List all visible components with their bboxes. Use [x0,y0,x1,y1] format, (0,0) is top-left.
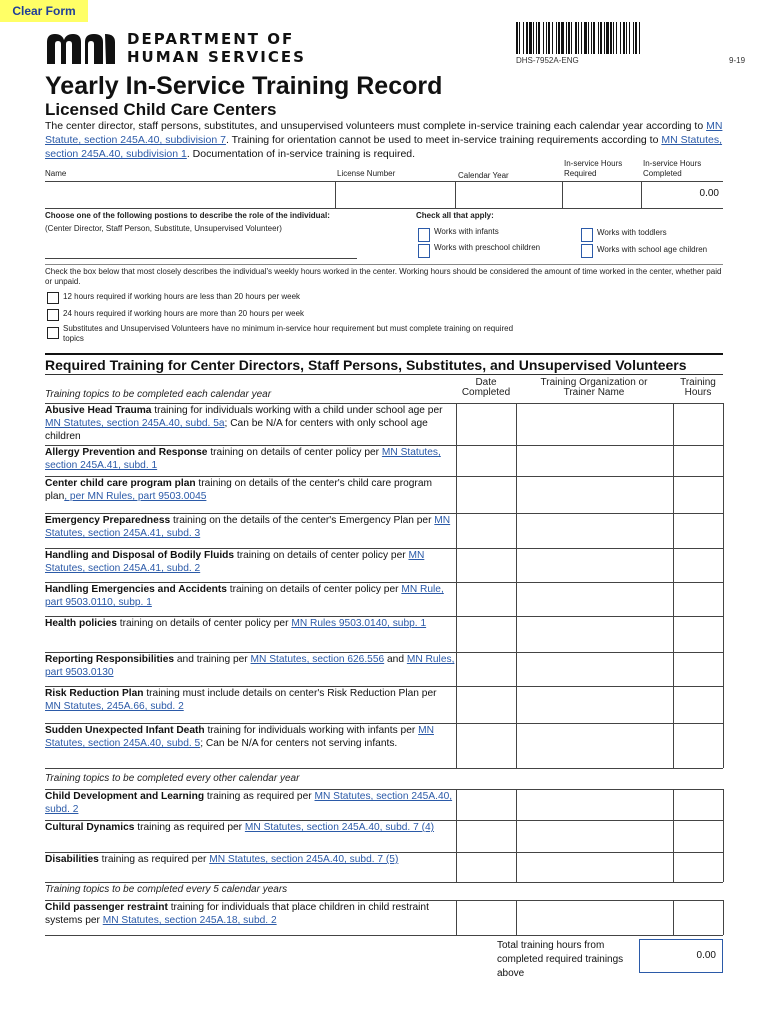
barcode-icon [516,22,744,54]
statute-link[interactable]: MN Statutes, 245A.66, subd. 2 [45,701,184,712]
form-date: 9-19 [729,56,746,65]
name-input[interactable] [46,182,334,207]
training-topic-row [45,853,455,866]
trainer-name-input[interactable] [517,724,673,768]
trainer-name-input[interactable] [517,821,673,852]
hours-12-label: 12 hours required if working hours are less than 20 hours per week [63,292,301,301]
topic-title: Allergy Prevention and Response [45,447,208,458]
date-completed-input[interactable] [457,901,516,935]
statute-link[interactable]: MN Statutes, section 245A.41, subd. 2 [45,550,425,574]
date-completed-input[interactable] [457,687,516,723]
form-number: DHS-7952A-ENG [516,56,579,65]
date-completed-input[interactable] [457,617,516,652]
school-age-label: Works with school age children [597,245,708,254]
topic-title: Cultural Dynamics [45,822,135,833]
completed-label: In-service Hours Completed [643,159,702,178]
hours-none-checkbox[interactable] [47,327,59,339]
training-topic-row [45,821,455,834]
total-hours-value: 0.00 [696,950,716,961]
topic-note: ; Can be N/A for centers with only school age children [45,418,428,442]
total-hours-label: Total training hours from completed required trainings above [497,940,624,979]
topic-title: Health policies [45,618,117,629]
statute-link[interactable]: MN Rules, part 9503.0130 [45,654,455,678]
required-label: In-service Hours Required [564,159,623,178]
hours-column-header: Training Hours [680,377,716,398]
trainer-name-input[interactable] [517,653,673,686]
statute-link[interactable]: MN Statutes, section 245A.41, subd. 3 [45,515,451,539]
annual-topics-label: Training topics to be completed each calendar year [45,389,272,400]
mn-logo-icon [45,30,117,66]
trainer-name-input[interactable] [517,790,673,820]
date-completed-input[interactable] [457,404,516,445]
training-hours-input[interactable] [674,549,723,582]
name-label: Name [45,169,67,178]
topic-note: and [384,654,407,665]
topic-description: training on details of center policy per [116,618,292,629]
date-completed-input[interactable] [457,653,516,686]
trainer-name-input[interactable] [517,514,673,548]
trainer-name-input[interactable] [517,583,673,616]
topic-note: ; Can be N/A for centers not serving infants. [200,738,398,749]
training-hours-input[interactable] [674,446,723,476]
hours-none-label: Substitutes and Unsupervised Volunteers have no minimum in-service hour requirement but must complete training on required topics [63,324,514,343]
apply-label: Check all that apply: [416,211,494,220]
training-topic-row [45,724,455,750]
topic-description: training on details of center policy per [234,550,409,561]
biennial-topics-label: Training topics to be completed every other calendar year [45,773,300,784]
year-input[interactable] [456,182,561,207]
training-topic-row [45,583,455,609]
statute-link[interactable]: MN Rule, part 9503.0110, subp. 1 [45,584,444,608]
topic-description: training as required per [134,822,245,833]
license-label: License Number [337,169,396,178]
page-title: Yearly In-Service Training Record [45,72,443,100]
topic-description: and training per [174,654,251,665]
training-hours-input[interactable] [674,404,723,445]
license-input[interactable] [336,182,454,207]
training-hours-input[interactable] [674,853,723,882]
date-completed-input[interactable] [457,549,516,582]
statute-link-1[interactable]: MN Statute, section 245A.40, subdivision 7 [45,120,723,146]
required-training-heading: Required Training for Center Directors, Staff Persons, Substitutes, and Unsupervised Volunteers [45,357,687,373]
preschool-checkbox[interactable] [418,244,430,258]
date-completed-input[interactable] [457,853,516,882]
required-hours-input[interactable] [563,182,640,207]
topic-description: training for individuals working with a child under school age per [151,405,443,416]
completed-hours-value: 0.00 [699,188,719,199]
role-hint: (Center Director, Staff Person, Substitute, Unsupervised Volunteer) [45,224,282,233]
topic-title: Abusive Head Trauma [45,405,152,416]
infants-label: Works with infants [434,227,499,236]
date-completed-input[interactable] [457,477,516,513]
topic-description: training for individuals that place children in child restraint systems per [45,902,429,926]
topic-description: training for individuals working with infants per [204,725,419,736]
topic-title: Risk Reduction Plan [45,688,144,699]
topic-title: Child Development and Learning [45,791,205,802]
training-topic-row [45,549,455,575]
topic-description: training must include details on center's Risk Reduction Plan per [143,688,437,699]
trainer-name-input[interactable] [517,549,673,582]
training-topic-row [45,514,455,540]
preschool-label: Works with preschool children [434,243,541,252]
topic-title: Emergency Preparedness [45,515,171,526]
training-topic-row [45,477,455,503]
trainer-name-input[interactable] [517,617,673,652]
toddlers-label: Works with toddlers [597,228,667,237]
hours-instructions: Check the box below that most closely describes the individual's weekly hours worked in the center. Working hours should be considered the amount of time worked in the center, whether paid or unpaid. [45,267,722,286]
intro-paragraph [45,119,725,161]
hours-24-checkbox[interactable] [47,309,59,321]
five-year-topics-label: Training topics to be completed every 5 calendar years [45,884,288,895]
topic-title: Center child care program plan [45,478,196,489]
intro-text-1: The center director, staff persons, substitutes, and unsupervised volunteers must complete in-service training each calendar year according to [45,120,704,132]
intro-text-2: . Training for orientation cannot be used to meet in-service training requirements according to [225,134,659,146]
trainer-name-input[interactable] [517,446,673,476]
topic-description: training on details of the center's child care program plan [45,478,432,502]
date-completed-input[interactable] [457,446,516,476]
training-topic-row [45,617,455,630]
training-hours-input[interactable] [674,617,723,652]
page-subtitle: Licensed Child Care Centers [45,100,277,119]
date-completed-input[interactable] [457,724,516,768]
training-hours-input[interactable] [674,821,723,852]
date-completed-input[interactable] [457,514,516,548]
school-age-checkbox[interactable] [581,244,593,258]
org-column-header: Training Organization or Trainer Name [540,377,648,398]
training-hours-input[interactable] [674,583,723,616]
topic-title: Disabilities [45,854,99,865]
date-completed-input[interactable] [457,790,516,820]
training-topic-row [45,653,455,679]
statute-link[interactable]: MN Statutes, section 626.556 [250,654,385,665]
statute-link[interactable]: MN Statutes, section 245A.40, subd. 5a [45,418,225,429]
topic-description: training on details of center policy per [207,447,382,458]
date-completed-input[interactable] [457,583,516,616]
topic-description: training on details of center policy per [226,584,402,595]
statute-link[interactable]: MN Statutes, section 245A.18, subd. 2 [102,915,277,926]
hours-12-checkbox[interactable] [47,292,59,304]
topic-title: Handling Emergencies and Accidents [45,584,227,595]
role-input[interactable] [45,240,357,258]
date-column-header: Date Completed [461,377,511,398]
topic-description: training on the details of the center's Emergency Plan per [170,515,435,526]
topic-title: Sudden Unexpected Infant Death [45,725,205,736]
trainer-name-input[interactable] [517,477,673,513]
training-topic-row [45,790,455,816]
training-hours-input[interactable] [674,653,723,686]
org-name-line1: DEPARTMENT OF [127,30,295,48]
statute-link[interactable]: MN Statutes, section 245A.40, subd. 5 [45,725,434,749]
intro-text-3: . Documentation of in-service training is required. [186,148,416,160]
training-hours-input[interactable] [674,477,723,513]
org-name-line2: HUMAN SERVICES [127,48,306,66]
date-completed-input[interactable] [457,821,516,852]
statute-link[interactable]: MN Statutes, section 245A.40, subd. 2 [45,791,453,815]
year-label: Calendar Year [458,171,509,180]
training-topic-row [45,687,455,713]
topic-title: Child passenger restraint [45,902,168,913]
training-hours-input[interactable] [674,514,723,548]
clear-form-button[interactable]: Clear Form [0,0,88,22]
trainer-name-input[interactable] [517,687,673,723]
statute-link[interactable]: MN Rules 9503.0140, subp. 1 [291,618,427,629]
training-topic-row [45,404,455,443]
trainer-name-input[interactable] [517,901,673,935]
training-hours-input[interactable] [674,901,723,935]
statute-link[interactable]: MN Statutes, section 245A.40, subd. 7 (5) [209,854,399,865]
statute-link[interactable]: MN Statutes, section 245A.41, subd. 1 [45,447,441,471]
training-hours-input[interactable] [674,724,723,768]
statute-link-2[interactable]: MN Statutes, section 245A.40, subdivision 1 [45,134,723,160]
total-hours-box [639,939,723,973]
trainer-name-input[interactable] [517,404,673,445]
training-hours-input[interactable] [674,790,723,820]
training-hours-input[interactable] [674,687,723,723]
trainer-name-input[interactable] [517,853,673,882]
infants-checkbox[interactable] [418,228,430,242]
role-label: Choose one of the following postions to describe the role of the individual: [45,211,330,220]
statute-link[interactable]: MN Statutes, section 245A.40, subd. 7 (4) [244,822,435,833]
topic-title: Reporting Responsibilities [45,654,175,665]
training-topic-row [45,446,455,472]
topic-description: training as required per [98,854,210,865]
toddlers-checkbox[interactable] [581,228,593,242]
hours-24-label: 24 hours required if working hours are more than 20 hours per week [63,309,305,318]
topic-description: training as required per [204,791,315,802]
training-topic-row [45,901,455,927]
statute-link[interactable]: , per MN Rules, part 9503.0045 [64,491,207,502]
topic-title: Handling and Disposal of Bodily Fluids [45,550,235,561]
